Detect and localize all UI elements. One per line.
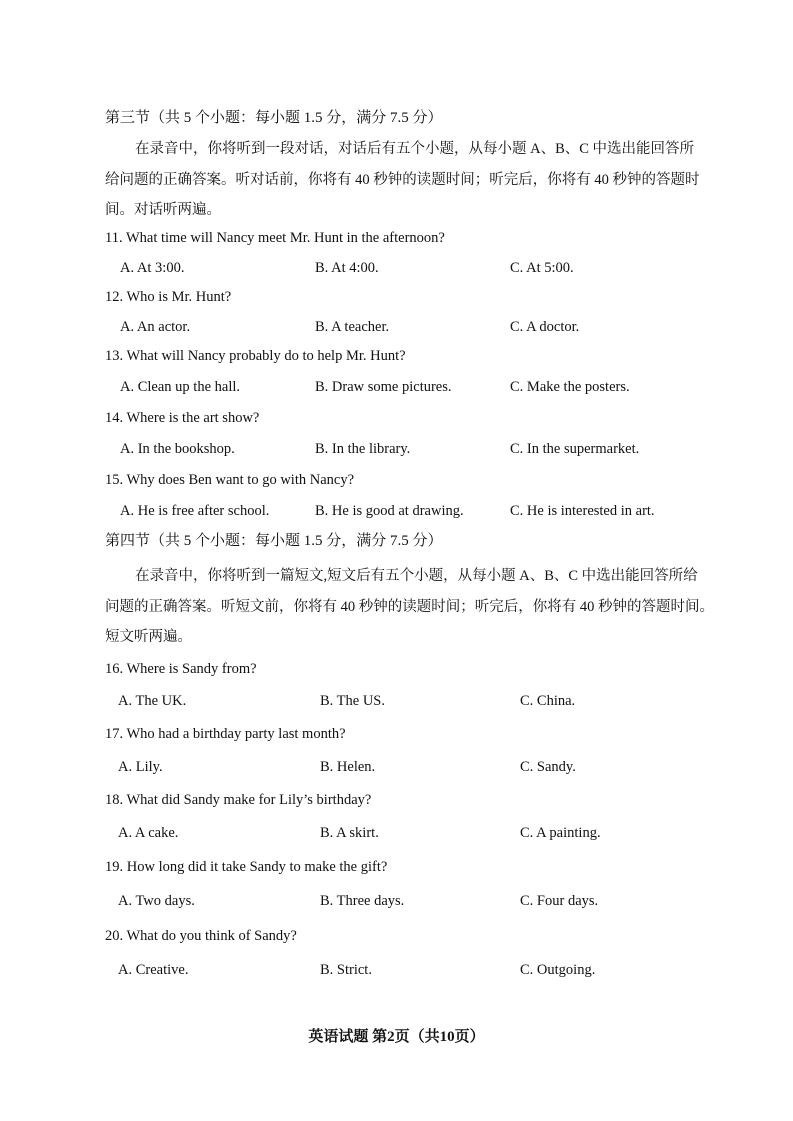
section3-instructions-line: 间。对话听两遍。 [105,202,221,218]
answer-option: A. Clean up the hall. [120,379,241,395]
answer-option: A. Lily. [118,759,163,775]
question-text: 12. Who is Mr. Hunt? [105,289,232,305]
answer-option: C. At 5:00. [510,260,574,276]
question-text: 19. How long did it take Sandy to make the gift? [105,859,388,875]
question-text: 18. What did Sandy make for Lily’s birthday? [105,792,372,808]
answer-option: B. Draw some pictures. [315,379,452,395]
question-text: 16. Where is Sandy from? [105,661,257,677]
answer-option: A. He is free after school. [120,503,270,519]
section4-instructions-line: 短文听两遍。 [105,629,192,645]
answer-option: B. He is good at drawing. [315,503,464,519]
answer-option: A. An actor. [120,319,191,335]
section3-header: 第三节（共 5 个小题：每小题 1.5 分，满分 7.5 分） [105,110,443,126]
section3-instructions-line: 在录音中，你将听到一段对话，对话后有五个小题，从每小题 A、B、C 中选出能回答所 [135,141,695,157]
answer-option: B. Three days. [320,893,405,909]
answer-option: C. China. [520,693,576,709]
answer-option: A. The UK. [118,693,187,709]
answer-option: A. In the bookshop. [120,441,235,457]
question-text: 14. Where is the art show? [105,410,260,426]
answer-option: B. The US. [320,693,385,709]
answer-option: C. He is interested in art. [510,503,655,519]
question-text: 13. What will Nancy probably do to help Mr. Hunt? [105,348,406,364]
section4-instructions-line: 在录音中，你将听到一篇短文,短文后有五个小题，从每小题 A、B、C 中选出能回答所给 [135,568,698,584]
answer-option: C. Outgoing. [520,962,596,978]
answer-option: C. Sandy. [520,759,576,775]
section4-instructions-line: 问题的正确答案。听短文前，你将有 40 秒钟的读题时间；听完后，你将有 40 秒钟的答题时间。 [105,599,714,615]
answer-option: B. A teacher. [315,319,390,335]
answer-option: B. Helen. [320,759,376,775]
answer-option: C. Four days. [520,893,599,909]
page-footer: 英语试题 第2页（共10页） [308,1029,485,1045]
answer-option: A. At 3:00. [120,260,185,276]
answer-option: B. A skirt. [320,825,379,841]
answer-option: C. Make the posters. [510,379,630,395]
answer-option: A. A cake. [118,825,179,841]
question-text: 15. Why does Ben want to go with Nancy? [105,472,355,488]
answer-option: B. In the library. [315,441,411,457]
answer-option: C. A painting. [520,825,601,841]
question-text: 11. What time will Nancy meet Mr. Hunt in the afternoon? [105,230,445,246]
section3-instructions-line: 给问题的正确答案。听对话前，你将有 40 秒钟的读题时间；听完后，你将有 40 秒钟的答题时 [105,172,700,188]
answer-option: B. Strict. [320,962,372,978]
section4-header: 第四节（共 5 个小题：每小题 1.5 分，满分 7.5 分） [105,533,443,549]
answer-option: A. Creative. [118,962,189,978]
question-text: 20. What do you think of Sandy? [105,928,297,944]
answer-option: A. Two days. [118,893,195,909]
answer-option: B. At 4:00. [315,260,379,276]
question-text: 17. Who had a birthday party last month? [105,726,346,742]
answer-option: C. A doctor. [510,319,580,335]
answer-option: C. In the supermarket. [510,441,640,457]
